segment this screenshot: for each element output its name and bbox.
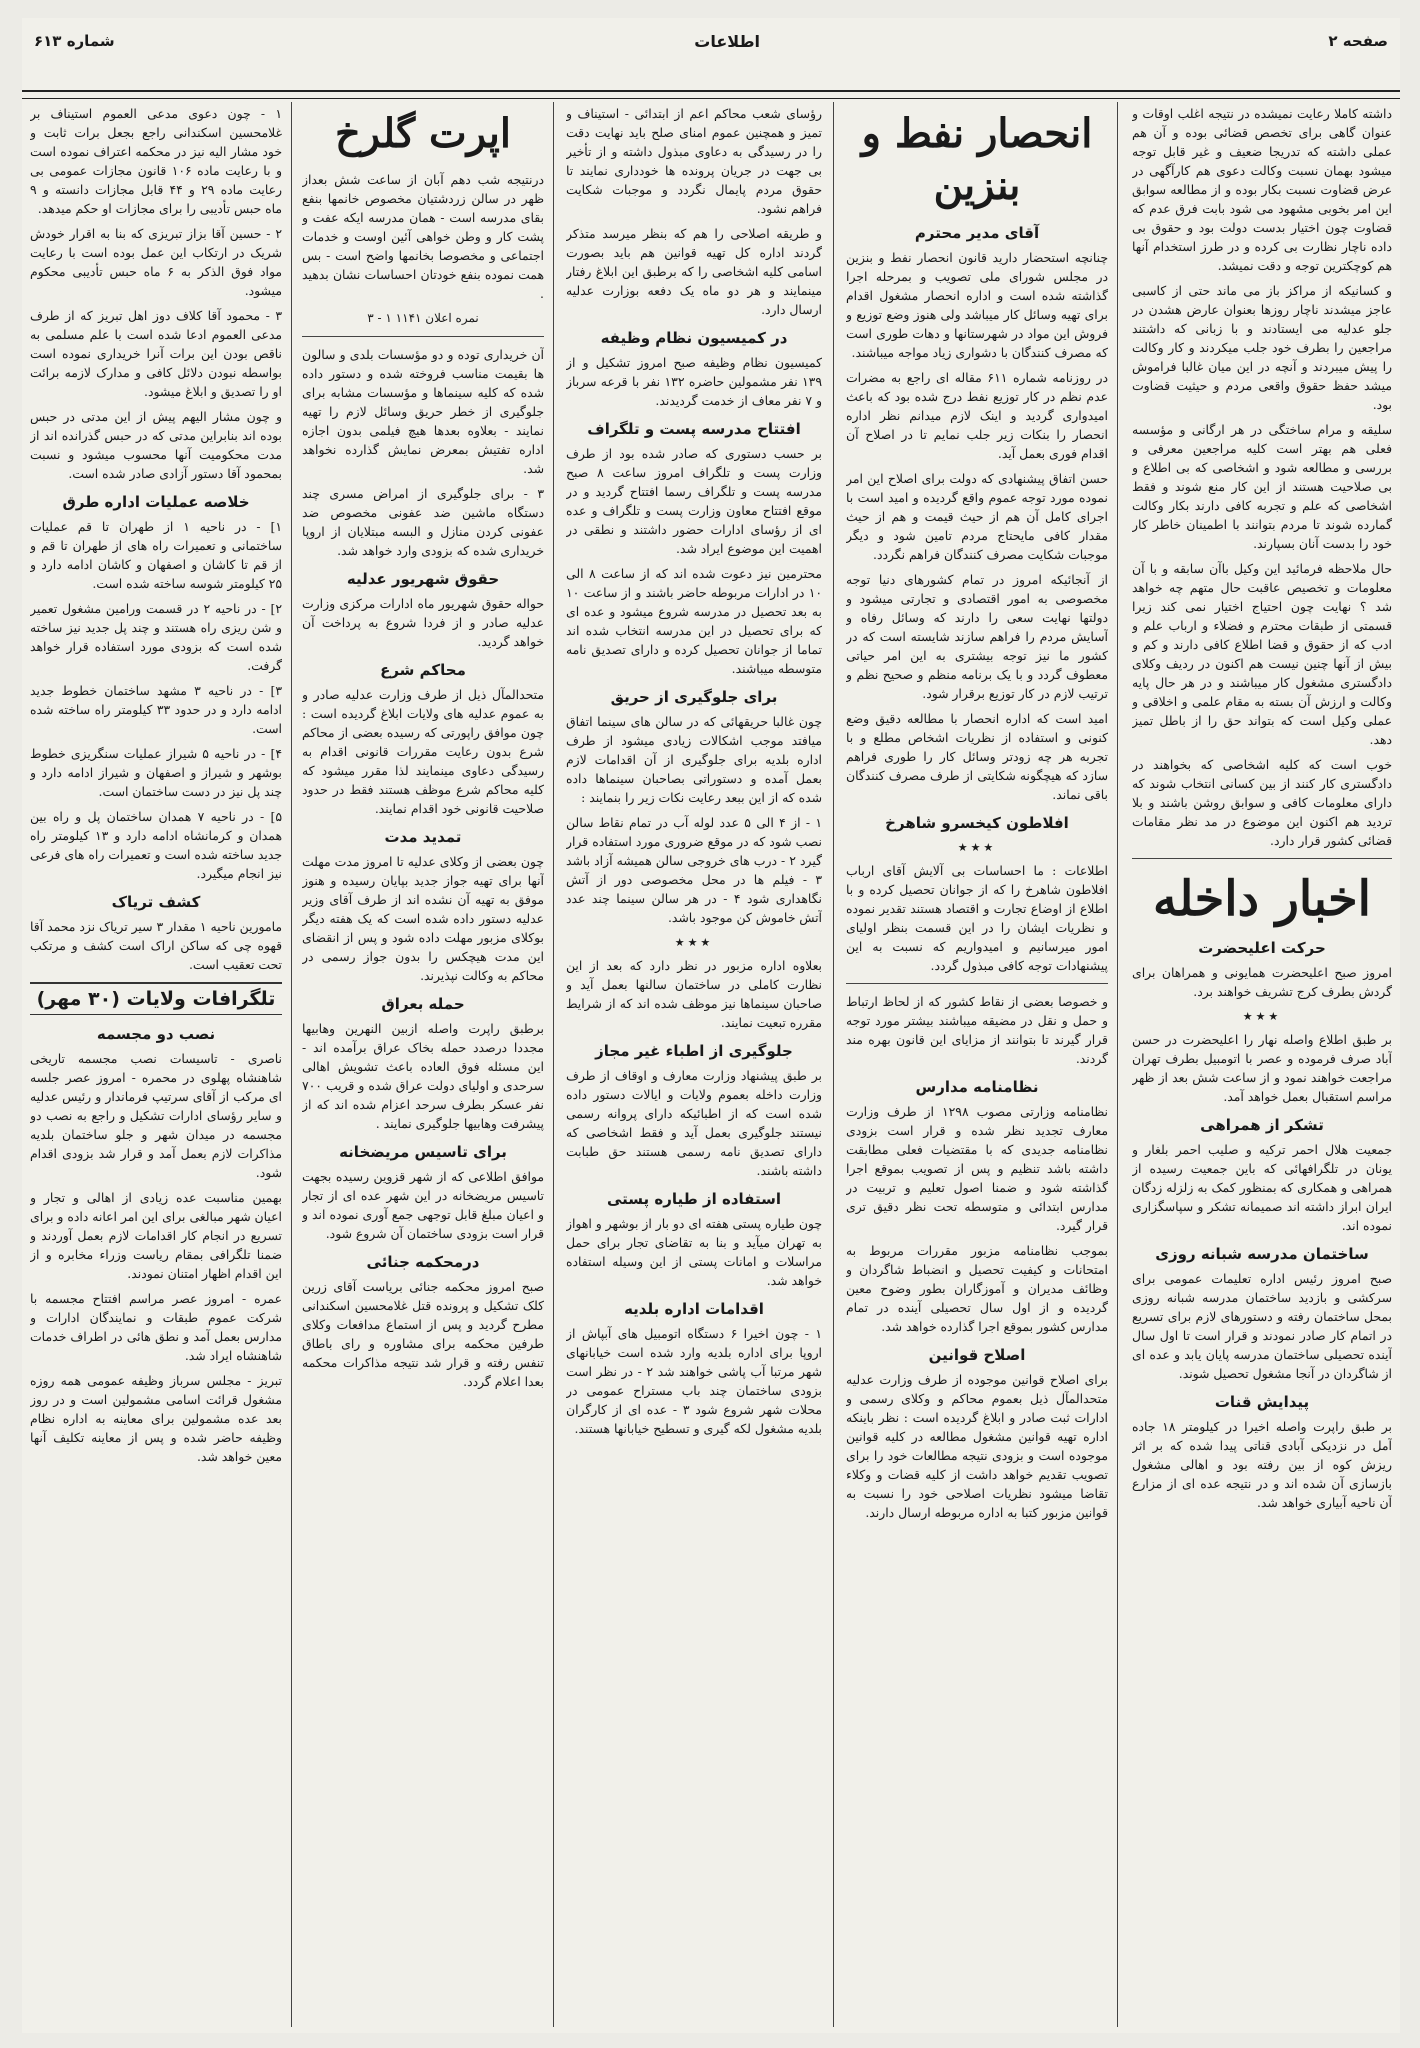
headline-regulations: نظامنامه مدارس [915,1078,1039,1096]
paragraph: تبریز - مجلس سرباز وظیفه عمومی همه روزه مشغول قرائت اسامی مشمولین است و در روز بعد عده مشمولین برای معاینه به اداره نظام وظیفه حاضر شده و پس از معاینه تکلیف آنها معین خواهد شد. [30,1373,282,1464]
paragraph: حسن اتفاق پیشنهادی که دولت برای اصلاح این امر نموده مورد توجه عموم واقع گردیده و امید است با اجرای کامل آن هم از حیث قیمت و هم از حیث مقدار کافی مایحتاج مردم تامین شود و دیگر موجبات شکایت مصرف کنندگان فراهم نگردد. [846,471,1108,562]
paragraph: سلیقه و مرام ساختگی در هر ارگانی و مؤسسه فعلی هم بهتر است کلیه مراجعین معرفی و بررسی و مطالعه شود و اشخاصی که بی اطلاع و بی صلاحیت هستند از این کار منع شوند و فقط اشخاصی که علم و تجربه کافی دارند بکار وکالت گمارده شوند تا مردم بتوانند با اطمینان خاطر کار خود را بدست آنان بسپارند. [1132,422,1392,551]
paragraph: ۱ - از ۴ الی ۵ عدد لوله آب در تمام نقاط سالن نصب شود که در موقع ضروری مورد استفاده قرار گیرد ۲ - درب های خروجی سالن همیشه آزاد باشد ۳ - فیلم ها در محل مخصوصی دور از آتش نگاهداری شود ۴ - در هر سالن سینما چند عدد آتش خاموش کن موجود باشد. [566,815,822,925]
paragraph: چنانچه استحضار دارید قانون انحصار نفط و بنزین در مجلس شورای ملی تصویب و بمرحله اجرا گذاشته شده است و اداره انحصار مشغول اقدام برای تهیه وسائل کار میباشد ولی هنوز وضع توزیع و فروش این مواد در شهرستانها و دهات طوری است که مصرف کنندگان با دشواری زیاد مواجه میباشند. [846,250,1108,360]
paragraph: ۱ - چون اخیرا ۶ دستگاه اتومبیل های آبپاش از اروپا برای اداره بلدیه وارد شده است خیابانهای شهر مرتبا آب پاشی خواهند شد ۲ - در نظر است بزودی ساختمان چند باب مستراح عمومی در محلات شهر شروع شود ۳ - عده ای از کارگران بلدیه مشغول لکه گیری و تسطیح خیابانها هستند. [566,1326,822,1436]
headline-plane: استفاده از طیاره پستی [606,1190,781,1208]
paragraph: رؤسای شعب محاکم اعم از ابتدائی - استیناف و تمیز و همچنین عموم امنای صلح باید نهایت دقت را در رسیدگی به دعاوی مبذول داشته و از تأخیر بی جهت در جریان پرونده ها خودداری نمایند تا حقوق مردم پایمال نگردد و موجبات شکایت فراهم نشود. [566,106,822,216]
paragraph: چون بعضی از وکلای عدلیه تا امروز مدت مهلت آنها برای تهیه جواز جدید بپایان رسیده و هنوز موفق به تهیه آن نشده اند از طرف آقای وزیر عدلیه دستور داده شده است که یک هفته دیگر بوکلای مزبور مهلت داده شود و پس از انقضای این مدت هیچکس را بدون جواز رسمی در محاکم به وکالت نپذیرند. [302,854,544,983]
paragraph: موافق اطلاعی که از شهر قزوین رسیده بجهت تاسیس مریضخانه در این شهر عده ای از تجار و اعیان مبلغ قابل توجهی جمع آوری نموده اند و قرار است بزودی ساختمان آن شروع شود. [302,1169,544,1241]
paragraph: مامورین ناحیه ۱ مقدار ۳ سیر تریاک نزد محمد آقا قهوه چی که ساکن اراک است کشف و مرتکب تحت تعقیب است. [30,919,282,972]
stars-separator: ★★★ [674,936,714,949]
section-divider [846,983,1108,984]
headline-criminal: درمحکمه جنائی [366,1253,480,1271]
paragraph: ۱] - در ناحیه ۱ از طهران تا قم عملیات ساختمانی و تعمیرات راه های از طهران تا قم و از قم تا کاشان و اصفهان و کاشان ادامه دارد و ۲۵ کیلومتر شوسه ساخته شده است. [30,519,282,591]
headline-hospital: برای تاسیس مریضخانه [339,1143,507,1161]
paragraph: بر حسب دستوری که صادر شده بود از طرف وزارت پست و تلگراف امروز ساعت ۸ صبح مدرسه پست و تلگراف رسما افتتاح گردید و در موقع افتتاح معاون وزارت پست و تلگراف و عده ای از رؤسای ادارات حضور داشتند و نطقی در اهمیت این موضوع ایراد شد. [566,446,822,556]
paragraph: آن خریداری توده و دو مؤسسات بلدی و سالون ها بقیمت مناسب فروخته شده و دستور داده شده که کلیه سینماها و مؤسسات مشابه برای جلوگیری از خطر حریق وسائل لازم را تهیه نمایند - بعلاوه بعدها هیچ فیلمی بدون اجازه اداره تفتیش بمعرض نمایش گذارده نخواهد شد. [302,347,544,476]
paragraph: عمره - امروز عصر مراسم افتتاح مجسمه با شرکت عموم طبقات و نمایندگان ادارات و مدارس بعمل آمد و نطق هائی در اطراف خدمات شاهنشاه ایراد شد. [30,1291,282,1363]
paragraph: ۲] - در ناحیه ۲ در قسمت ورامین مشغول تعمیر و شن ریزی راه هستند و چند پل جدید نیز ساخته شده است که بزودی مورد استفاده قرار خواهد گرفت. [30,601,282,673]
headline-thanks: تشکر از همراهی [1200,1116,1324,1134]
headline-municipal: اقدامات اداره بلدیه [624,1300,764,1318]
paragraph: ۴] - در ناحیه ۵ شیراز عملیات سنگریزی خطوط بوشهر و شیراز و اصفهان و شیراز ادامه دارد و چند پل نیز در دست ساختمان است. [30,746,282,799]
paragraph: بر طبق پیشنهاد وزارت معارف و اوقاف از طرف وزارت داخله بعموم ولایات و ایالات دستور داده شده است که از اطبائیکه دارای پروانه رسمی نیستند جلوگیری بعمل آید و فقط اشخاصی که دارای تصدیق نامه رسمی هستند حق طبابت داشته باشند. [566,1068,822,1178]
paragraph: امید است که اداره انحصار با مطالعه دقیق وضع کنونی و استفاده از نظریات اشخاص مطلع و با تجربه هر چه زودتر وسائل کار را طوری فراهم سازد که هیچگونه شکایتی از طرف مصرف کنندگان باقی نماند. [846,711,1108,802]
headline-telegrams: تلگرافات ولایات (۳۰ مهر) [30,982,282,1015]
newspaper-page [22,18,1400,2033]
paragraph: ۳ - محمود آقا کلاف دوز اهل تبریز که از طرف مدعی العموم ادعا شده است با علم مسلمی به ناقص بودن این برات آنرا خریداری نموده است بواسطه نبودن دلائل کافی و مدارک لازمه برائت او را تصدیق و ابلاغ میشود. [30,308,282,399]
column-rule [291,102,292,2027]
paragraph: برطبق راپرت واصله ازبین النهرین وهابیها مجددا درصدد حمله بخاک عراق برآمده اند - این مسئله فوق العاده باعث تشویش اهالی سرحدی و اولیای دولت عراق شده و قریب ۷۰۰ نفر عسکر بطرف سرحد اعزام شده اند که از پیشرفت وهابیها جلوگیری نمایند . [302,1021,544,1131]
headline-school: ساختمان مدرسه شبانه روزی [1155,1245,1369,1263]
advert-number: نمره اعلان ۱۱۴۱ ۱ - ۳ [367,311,479,325]
newspaper-name: اطلاعات [694,32,760,51]
page-header [22,18,1400,88]
paragraph: محترمین نیز دعوت شده اند که از ساعت ۸ الی ۱۰ در ادارات مربوطه حاضر باشند و از ساعت ۱۰ به بعد تحصیل در مدرسه شروع میشود و عده ای که برای تحصیل در این مدرسه انتخاب شده اند تماما از جوانان تحصیل کرده و دارای تصدیق نامه متوسطه میباشند. [566,566,822,676]
headline-courts: محاکم شرع [380,661,466,679]
headline-extension: تمدید مدت [384,828,462,846]
paragraph: اطلاعات : ما احساسات بی آلایش آقای ارباب افلاطون شاهرخ را که از جوانان تحصیل کرده و با اطلاع از اوضاع تجارت و اقتصاد هستند تقدیر نموده و نظریات ایشان را در این قسمت بنظر اولیای امور میرسانیم و امیدواریم که نسبت به این پیشنهادات توجه کافی مبذول گردد. [846,863,1108,973]
column-1 [1132,104,1392,2024]
headline-install: نصب دو مجسمه [96,1025,216,1043]
paragraph: در روزنامه شماره ۶۱۱ مقاله ای راجع به مضرات عدم نظم در کار توزیع نفط درج شده بود که باعث امیدواری گردید و اینک لازم میدانم نظر اداره انحصار را بنکات زیر جلب نمایم تا در اصلاح آن اقدام فوری بعمل آید. [846,370,1108,461]
header-rule [22,90,1400,99]
paragraph: جمعیت هلال احمر ترکیه و صلیب احمر بلغار و یونان در تلگرافهائی که باین جمعیت رسیده از همراهی و همکاری که بمنظور کمک به زلزله زدگان ایران ابراز داشته اند صمیمانه تشکر و سپاسگزاری نموده اند. [1132,1142,1392,1233]
paragraph: درنتیجه شب دهم آبان از ساعت شش بعداز ظهر در سالن زردشتیان مخصوص خانمها بنفع بقای مدرسه است - همان مدرسه ایکه عفت و پشت کار و وطن خواهی آئین اوست و خدمات اجتماعی و مخصوصا بخانمها واضح است - بس همت نموده بنفع خودتان احساسات نشان بدهید . [302,172,544,301]
paragraph: از آنجائیکه امروز در تمام کشورهای دنیا توجه مخصوصی به امور اقتصادی و تجارتی میشود و دولتها نهایت سعی را دارند که وسائل رفاه و آسایش مردم را فراهم سازند شایسته است که در کشور ما نیز توجه بیشتری به این امر حیاتی معطوف گردد و با یک برنامه منظم و صحیح نظم و ترتیب لازم در کار توزیع برقرار شود. [846,572,1108,701]
stars-separator: ★★★ [957,841,997,854]
paragraph: ۱ - چون دعوی مدعی العموم استیناف بر غلامحسین اسکندانی راجع بجعل برات ثابت و خود مشار الیه نیز در محکمه اعتراف نموده است و با رعایت ماده ۱۰۶ قانون مجازات عمومی بی رعایت ماده ۲۹ و ۴۴ قابل مجازات دانسته و ۹ ماه حبس تأدیبی را برای مجازات او حکم میدهد. [30,106,282,216]
headline-rights: حقوق شهریور عدلیه [346,570,500,588]
paragraph: بر طبق اطلاع واصله نهار را اعلیحضرت در حسن آباد صرف فرموده و عصر با اتومبیل بطرف تهران مراجعت خواهند نمود و از ساعت شش بعد از ظهر مراسم استقبال بعمل خواهد آمد. [1132,1032,1392,1104]
paragraph: داشته کاملا رعایت نمیشده در نتیجه اغلب اوقات و عنوان گاهی برای تخصص قضائی بوده و آن هم عملی داشته که تدریجا ضعیف و غیر قابل توجه میشود بهمان نسبت وکالت دعوی هم کارآگهی در عرض قضاوت نسبت بکار بوده و از مطالعه سوابق این امر بخوبی مشهود می شود بابت فرق عدم که قضاوت چون اختیار بدست دولت بود و حقوق بی داده ناچار نظارت بی کرده و در طرز استخدام آنها هم کوچکترین توجه و دقت نمیشد. [1132,106,1392,273]
headline-duty: در کمیسیون نظام وظیفه [600,329,788,347]
paragraph: و کسانیکه از مراکز باز می ماند حتی از کاسبی عاجز میشدند ناچار روزها بعنوان عارض هشدن در جلو عدلیه می ایستادند و با زبانی که داشتند مراجعین را بطرف خود جلب میکردند و کار وکالت را پیش میبردند و آنچه در این میان غالبا فراموش میشد حفظ حقوق واقعی مردم و حیثیت قضاوت بود. [1132,283,1392,412]
paragraph: ناصری - تاسیسات نصب مجسمه تاریخی شاهنشاه پهلوی در محمره - امروز عصر جلسه ای مرکب از آقای سرتیپ فرماندار و رئیس عدلیه و سایر رؤسای ادارات تشکیل و راجع به نصب دو مجسمه در میدان شهر و جلو ساختمان بلدیه مذاکرات لازم بعمل آمد و قرار شد بزودی اقدام شود. [30,1051,282,1180]
headline-roads: خلاصه عملیات اداره طرق [62,493,250,511]
headline-movement: حرکت اعلیحضرت [1198,939,1326,957]
column-rule [833,102,834,2027]
paragraph: و چون مشار الیهم پیش از این مدتی در حبس بوده اند بنابراین مدتی که در حبس گذرانده اند از مدت محکومیت آنها محسوب میشود و نسبت بمحمود آقا دستور آزادی صادر شده است. [30,409,282,481]
operetta-title: اپرت گلرخ [334,110,512,157]
paragraph: ۳] - در ناحیه ۳ مشهد ساختمان خطوط جدید ادامه دارد و در حدود ۳۳ کیلومتر راه ساخته شده است. [30,683,282,736]
paragraph: بر طبق راپرت واصله اخیرا در کیلومتر ۱۸ جاده آمل در نزدیکی آبادی قناتی پیدا شده که بر اثر ریزش کوه از بین رفته بود و اهالی مشغول بازسازی آن شده اند و در نتیجه عده ای از مزارع آن ناحیه آبیاری خواهد شد. [1132,1419,1392,1510]
paragraph: امروز صبح اعلیحضرت همایونی و همراهان برای گردش بطرف کرج تشریف خواهند برد. [1132,965,1392,999]
paragraph: ۲ - حسین آقا بزاز تبریزی که بنا به اقرار خودش شریک در ارتکاب این عمل بوده است با رعایت مواد فوق الذکر به ۶ ماه حبس تأدیبی محکوم میشود. [30,226,282,298]
stars-separator: ★★★ [1242,1010,1282,1023]
paragraph: متحدالمآل ذیل از طرف وزارت عدلیه صادر و به عموم عدلیه های ولایات ابلاغ گردیده است : چون موافق راپورتی که رسیده بعضی از محاکم شرع بدون رعایت مقررات قانونی اقدام به رسیدگی دعاوی مینمایند لذا مقرر میشود که کلیه محاکم شرع موظف هستند فقط در حدود صلاحیت قانونی خود اقدام نمایند. [302,687,544,816]
paragraph: صبح امروز رئیس اداره تعلیمات عمومی برای سرکشی و بازدید ساختمان مدرسه شبانه روزی بمحل ساختمان رفته و دستورهای لازم برای تسریع در اتمام کار صادر نمودند و قرار است تا اول سال آینده تحصیلی ساختمان مدرسه پایان یابد و عده ای از شاگردان در آنجا مشغول تحصیل شوند. [1132,1271,1392,1381]
section-divider [302,336,544,337]
headline-found: پیدایش قنات [1214,1393,1310,1411]
oil-monopoly-title: انحصار نفط و بنزین [861,110,1093,209]
column-4 [302,104,544,2024]
headline-fire: برای جلوگیری از حریق [610,688,778,706]
paragraph: چون غالبا حریقهائی که در سالن های سینما اتفاق میافتد موجب اشکالات زیادی میشود از طرف اداره بلدیه برای جلوگیری از آن اقدامات لازم بعمل آمده و دستوراتی بصاحبان سینماها داده شده که از این ببعد رعایت نکات زیر را بنمایند : [566,714,822,805]
paragraph: صبح امروز محکمه جنائی بریاست آقای زرین کلک تشکیل و پرونده قتل غلامحسین اسکندانی مطرح گردید و پس از استماع مدافعات وکلای طرفین محکمه برای مشاوره و رای باطاق تنفس رفته و قرار شد نتیجه مذاکرات محکمه بعدا اعلام گردد. [302,1279,544,1389]
headline-reform: اصلاح قوانین [928,1346,1026,1364]
paragraph: و طریقه اصلاحی را هم که بنظر میرسد متذکر گردند اداره کل تهیه قوانین هم باید بصورت اسامی کلیه اشخاصی را که برطبق این ابلاغ رفتار مینمایند و هر دو ماه یک دفعه بوزارت عدلیه ارسال دارد. [566,226,822,317]
column-3 [566,104,822,2024]
headline-attack: حمله بعراق [381,995,465,1013]
paragraph: بموجب نظامنامه مزبور مقررات مربوط به امتحانات و کیفیت تحصیل و انضباط شاگردان و وظائف مدیران و آموزگاران بطور وضوح معین گردیده و از اول سال تحصیلی آینده در تمام مدارس کشور بموقع اجرا گذارده خواهد شد. [846,1243,1108,1334]
headline-post: افتتاح مدرسه پست و تلگراف [587,420,801,438]
paragraph: نظامنامه وزارتی مصوب ۱۲۹۸ از طرف وزارت معارف تجدید نظر شده و قرار است بزودی نظامنامه جدیدی که با مقتضیات فعلی مطابقت داشته باشد تنظیم و پس از تصویب بموقع اجرا گذاشته شود و ضمنا اصول تعلیم و تربیت در مدارس ابتدائی و متوسطه تحت نظر دقیق تری قرار گیرد. [846,1104,1108,1233]
column-5 [30,104,282,2024]
column-2 [846,104,1108,2024]
paragraph: حال ملاحظه فرمائید این وکیل باآن سابقه و با آن معلومات و تخصیص عاقبت حال متهم چه خواهد شد ؟ نهایت چون احتیاج اختیار نمی کند زیرا قسمتی از طبقات محترم و فضلاء و ارباب علم و ادب که از حقوق و قضا اطلاع کافی دارند و کم و بیش از آنها چنین نیست هم اکنون در ردیف وکلای دادگستری مشغول کار میباشند و در هر حال پایه وکالت و ارزش آن بسته به مقام علمی و اخلاقی و عملی وکیل است که بتواند حق را از باطل تمیز دهد. [1132,561,1392,747]
paragraph: بهمین مناسبت عده زیادی از اهالی و تجار و اعیان شهر مبالغی برای این امر اعانه داده و برای تسریع در انجام کار اقدامات لازم بعمل آوردند و ضمنا تلگرافی بمقام ریاست وزراء مخابره و از این اقدام اظهار امتنان نمودند. [30,1190,282,1281]
headline-doctors: جلوگیری از اطباء غیر مجاز [595,1042,793,1060]
paragraph: بعلاوه اداره مزبور در نظر دارد که بعد از این نظارت کاملی در ساختمان سالنها بعمل آید و صاحبان سینماها نیز موظف شده اند که از شرایط مقرره تبعیت نمایند. [566,958,822,1030]
paragraph: برای اصلاح قوانین موجوده از طرف وزارت عدلیه متحدالمآل ذیل بعموم محاکم و وکلای رسمی و ادارات ثبت صادر و ابلاغ گردیده است : نظر باینکه اداره تهیه قوانین مشغول مطالعه در کلیه قوانین موجوده است و بزودی نتیجه مطالعات خود را برای تصویب تقدیم خواهد داشت از کلیه قضات و وکلاء تقاضا میشود نظریات اصلاحی خود را نسبت به قوانین مزبور کتبا به اداره مربوطه ارسال دارند. [846,1372,1108,1520]
domestic-news-title: اخبار داخله [1152,871,1371,927]
column-rule [553,102,554,2027]
paragraph: ۵] - در ناحیه ۷ همدان ساختمان پل و راه بین همدان و کرمانشاه ادامه دارد و ۱۳ کیلومتر راه جدید ساخته شده است و تعمیرات راه های فرعی نیز انجام میگیرد. [30,809,282,881]
column-rule [1117,102,1118,2027]
headline-plato: افلاطون کیخسرو شاهرخ [885,814,1069,832]
section-divider [1132,858,1392,859]
paragraph: کمیسیون نظام وظیفه صبح امروز تشکیل و از ۱۳۹ نفر مشمولین حاضره ۱۳۲ نفر با قرعه سرباز و ۷ نفر معاف از خدمت گردیدند. [566,355,822,408]
paragraph: و خصوصا بعضی از نقاط کشور که از لحاظ ارتباط و حمل و نقل در مضیقه میباشند بیشتر مورد توجه قرار گیرند تا بتوانند از مزایای این قانون بهره مند گردند. [846,994,1108,1066]
headline-editor: آقای مدیر محترم [914,224,1040,242]
issue-number: شماره ۶۱۳ [34,32,115,50]
page-number: صفحه ۲ [1328,32,1388,50]
paragraph: ۳ - برای جلوگیری از امراض مسری چند دستگاه ماشین ضد عفونی مخصوص ضد عفونی کردن منازل و البسه مبتلایان از اروپا خریداری شده که بزودی وارد خواهد شد. [302,486,544,558]
paragraph: چون طیاره پستی هفته ای دو بار از بوشهر و اهواز به تهران میآید و بنا به تقاضای تجار برای حمل مراسلات و امانات پستی از این وسیله استفاده خواهد شد. [566,1216,822,1288]
headline-opium: کشف تریاک [111,893,201,911]
paragraph: خوب است که کلیه اشخاصی که بخواهند در دادگستری کار کنند از بین کسانی انتخاب شوند که دارای معلومات کافی و سوابق روشن باشند و بلا تردید هم اکنون این موضوع در مد نظر مقامات قضائی کشور قرار دارد. [1132,757,1392,848]
paragraph: حواله حقوق شهریور ماه ادارات مرکزی وزارت عدلیه صادر و از فردا شروع به پرداخت آن خواهد گردید. [302,596,544,649]
